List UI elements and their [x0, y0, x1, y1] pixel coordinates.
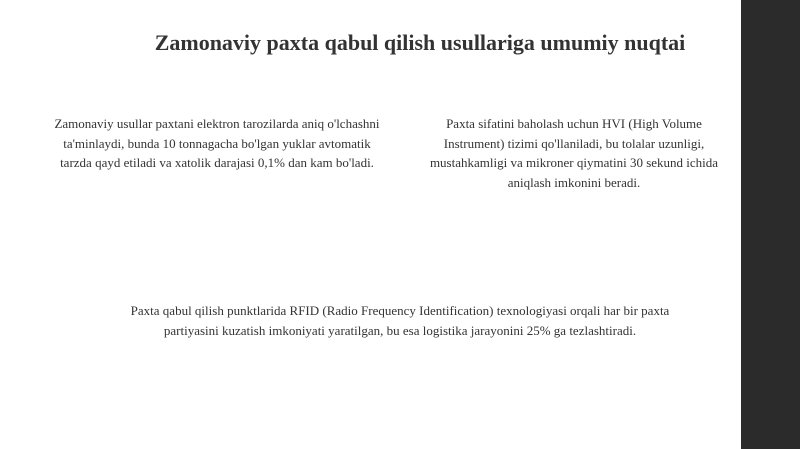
paragraph-right-line: Paxta sifatini baholash uchun HVI (High Volume	[446, 116, 702, 131]
paragraph-left: Zamonaviy usullar paxtani elektron tarozilarda aniq o'lchashni ta'minlaydi, bunda 10 tonnagacha bo'lgan yuklar avtomatik tarzda qayd etiladi va xatolik darajasi 0,1% dan kam bo'ladi.	[54, 116, 380, 170]
paragraph-bottom: Paxta qabul qilish punktlarida RFID (Radio Frequency Identification) texnologiyasi orqali har bir paxta partiyasini kuzatish imkoniyati yaratilgan, bu esa logistika jarayonini 25% ga tezlashtiradi.	[130, 303, 670, 338]
paragraph-right	[402, 114, 746, 192]
paragraph-right-line: Instrument) tizimi qo'llaniladi, bu tolalar uzunligi,	[443, 135, 705, 151]
right-side-bar	[741, 0, 800, 449]
paragraph-right-line: mustahkamligi va mikroner qiymatini 30 sekund ichida	[429, 155, 719, 170]
paragraph-right-line: aniqlash imkonini beradi.	[507, 174, 641, 190]
slide-title: Zamonaviy paxta qabul qilish usullariga umumiy nuqtai	[154, 30, 686, 55]
